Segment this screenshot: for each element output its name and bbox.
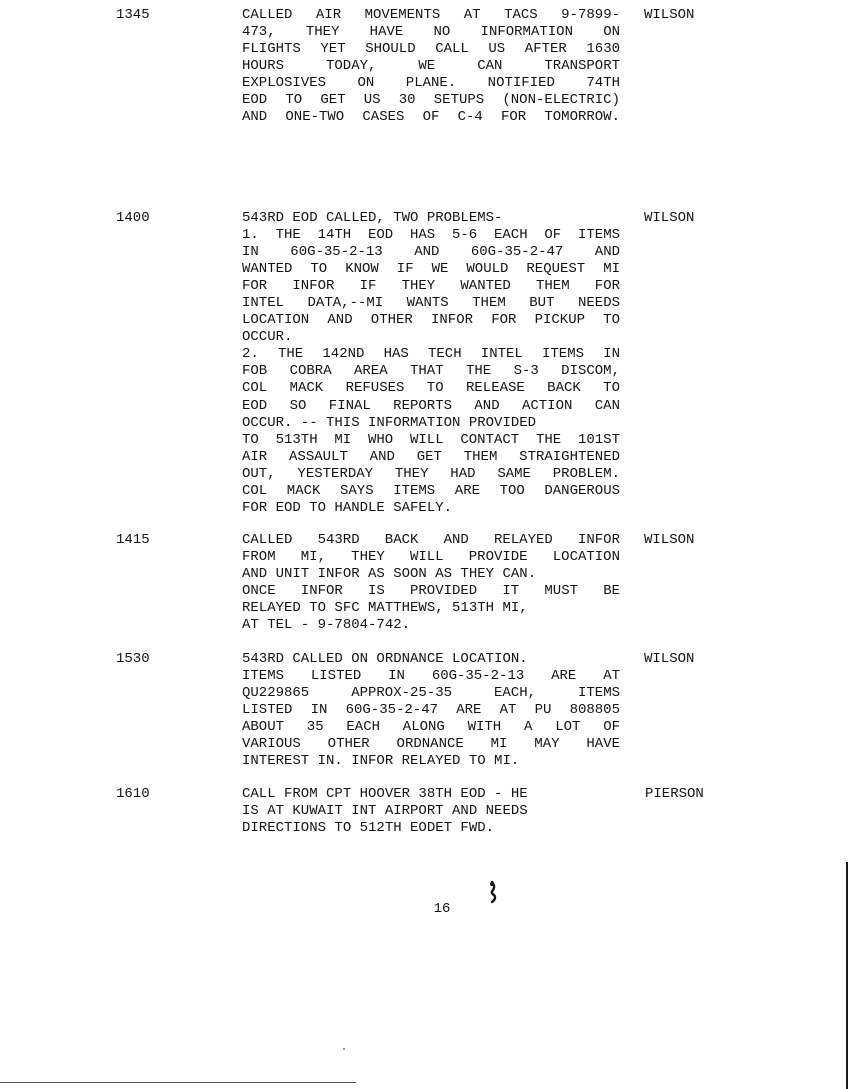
entry-line: INTEL DATA,--MI WANTS THEM BUT NEEDS: [242, 295, 620, 312]
entry-line: QU229865 APPROX-25-35 EACH, ITEMS: [242, 685, 620, 702]
entry-line: FOB COBRA AREA THAT THE S-3 DISCOM,: [242, 363, 620, 380]
entry-line: 473, THEY HAVE NO INFORMATION ON: [242, 24, 620, 41]
entry-line: CALLED 543RD BACK AND RELAYED INFOR: [242, 532, 620, 548]
entry-time: 1610: [116, 786, 150, 802]
entry-line: 543RD CALLED ON ORDNANCE LOCATION.: [242, 651, 528, 667]
entry-line: AT TEL - 9-7804-742.: [242, 617, 411, 634]
entry-time: 1530: [116, 651, 150, 667]
entry-line: IN 60G-35-2-13 AND 60G-35-2-47 AND: [242, 244, 620, 261]
entry-line: HOURS TODAY, WE CAN TRANSPORT: [242, 58, 620, 75]
entry-line: WANTED TO KNOW IF WE WOULD REQUEST MI: [242, 261, 620, 278]
scan-edge-line: [0, 1082, 356, 1083]
entry-line: COL MACK REFUSES TO RELEASE BACK TO: [242, 380, 620, 397]
entry-line: CALL FROM CPT HOOVER 38TH EOD - HE: [242, 786, 528, 802]
entry-line: ABOUT 35 EACH ALONG WITH A LOT OF: [242, 719, 620, 736]
scan-speck: [343, 1048, 345, 1050]
entry-line: LOCATION AND OTHER INFOR FOR PICKUP TO: [242, 312, 620, 329]
entry-line: INTEREST IN. INFOR RELAYED TO MI.: [242, 753, 520, 770]
entry-line: CALLED AIR MOVEMENTS AT TACS 9-7899-: [242, 7, 620, 23]
entry-author: WILSON: [644, 7, 695, 23]
entry-line: OUT, YESTERDAY THEY HAD SAME PROBLEM.: [242, 465, 620, 482]
scan-edge-right: [846, 862, 848, 1089]
entry-line: ITEMS LISTED IN 60G-35-2-13 ARE AT: [242, 668, 620, 685]
entry-time: 1345: [116, 7, 150, 23]
entry-text: [242, 786, 620, 837]
entry-author: PIERSON: [645, 786, 704, 802]
entry-line: 2. THE 142ND HAS TECH INTEL ITEMS IN: [242, 346, 620, 363]
entry-line: AND ONE-TWO CASES OF C-4 FOR TOMORROW.: [242, 109, 620, 126]
entry-line: LISTED IN 60G-35-2-47 ARE AT PU 808805: [242, 702, 620, 719]
entry-line: COL MACK SAYS ITEMS ARE TOO DANGEROUS: [242, 482, 620, 499]
entry-line: OCCUR. -- THIS INFORMATION PROVIDED: [242, 414, 537, 431]
entry-line: FOR EOD TO HANDLE SAFELY.: [242, 499, 453, 516]
entry-line: FROM MI, THEY WILL PROVIDE LOCATION: [242, 549, 620, 566]
entry-line: EXPLOSIVES ON PLANE. NOTIFIED 74TH: [242, 75, 620, 92]
entry-line: ONCE INFOR IS PROVIDED IT MUST BE: [242, 583, 620, 600]
entry-line: AND UNIT INFOR AS SOON AS THEY CAN.: [242, 566, 537, 583]
entry-author: WILSON: [644, 651, 695, 667]
entry-line: IS AT KUWAIT INT AIRPORT AND NEEDS: [242, 803, 528, 820]
entry-line: 543RD EOD CALLED, TWO PROBLEMS-: [242, 210, 503, 226]
entry-line: VARIOUS OTHER ORDNANCE MI MAY HAVE: [242, 736, 620, 753]
entry-line: 1. THE 14TH EOD HAS 5-6 EACH OF ITEMS: [242, 227, 620, 244]
entry-line: DIRECTIONS TO 512TH EODET FWD.: [242, 820, 495, 837]
page-number: 16: [433, 901, 451, 917]
entry-author: WILSON: [644, 532, 695, 548]
entry-text: [242, 532, 620, 634]
entry-time: 1415: [116, 532, 150, 548]
entry-line: TO 513TH MI WHO WILL CONTACT THE 101ST: [242, 431, 620, 448]
entry-line: FLIGHTS YET SHOULD CALL US AFTER 1630: [242, 41, 620, 58]
entry-line: AIR ASSAULT AND GET THEM STRAIGHTENED: [242, 448, 620, 465]
entry-line: RELAYED TO SFC MATTHEWS, 513TH MI,: [242, 600, 528, 617]
entry-line: EOD SO FINAL REPORTS AND ACTION CAN: [242, 397, 620, 414]
entry-line: OCCUR.: [242, 329, 293, 346]
entry-author: WILSON: [644, 210, 695, 226]
entry-line: FOR INFOR IF THEY WANTED THEM FOR: [242, 278, 620, 295]
entry-time: 1400: [116, 210, 150, 226]
entry-text: [242, 210, 620, 517]
entry-text: [242, 7, 620, 126]
entry-text: [242, 651, 620, 770]
entry-line: EOD TO GET US 30 SETUPS (NON-ELECTRIC): [242, 92, 620, 109]
